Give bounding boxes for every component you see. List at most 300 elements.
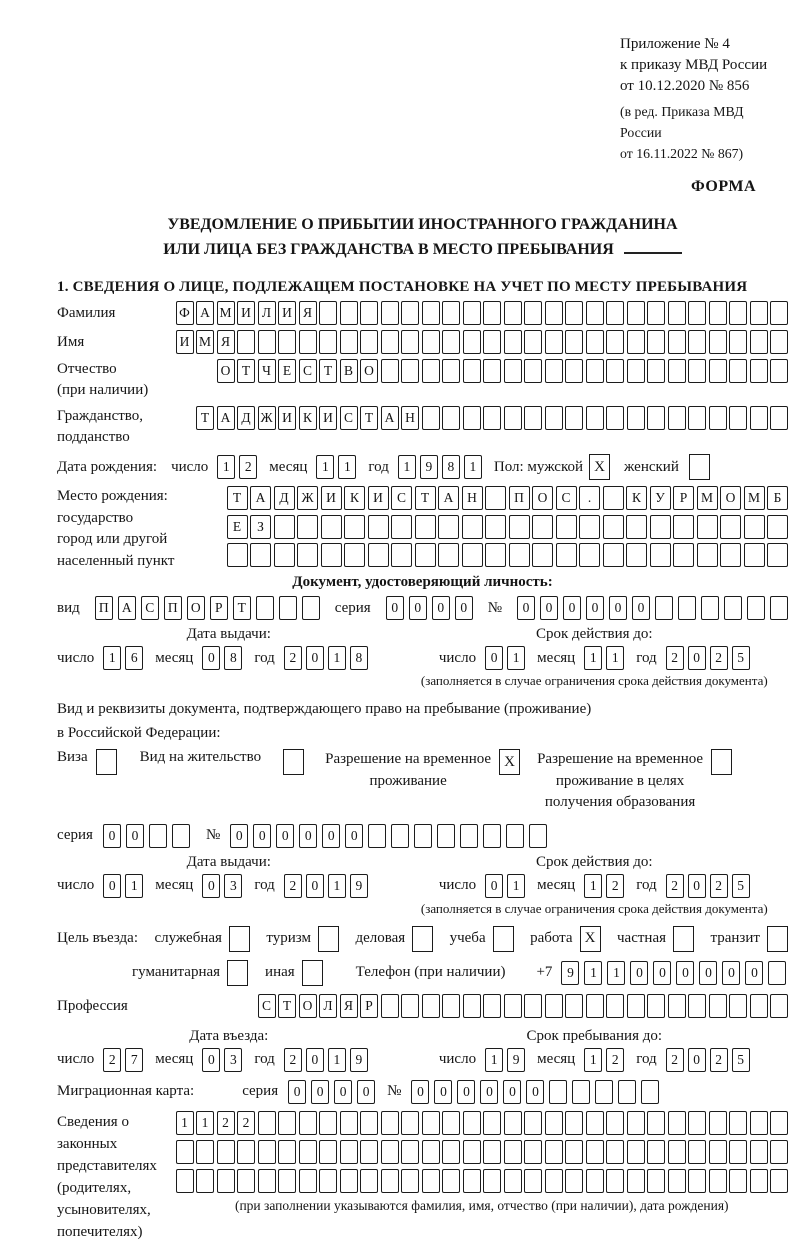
migration-number-cells[interactable] [411, 1080, 659, 1104]
char-cell[interactable] [483, 1169, 501, 1193]
char-cell[interactable] [437, 824, 455, 848]
char-cell[interactable]: О [360, 359, 378, 383]
char-cell[interactable] [442, 406, 460, 430]
char-cell[interactable]: В [340, 359, 358, 383]
char-cell[interactable] [462, 543, 483, 567]
char-cell[interactable] [627, 1140, 645, 1164]
day-cell[interactable]: 1 [507, 874, 525, 898]
char-cell[interactable] [319, 1140, 337, 1164]
char-cell[interactable]: Р [360, 994, 378, 1018]
char-cell[interactable] [340, 1111, 358, 1135]
year-cell[interactable]: 0 [306, 874, 324, 898]
char-cell[interactable]: Е [227, 515, 248, 539]
char-cell[interactable] [485, 486, 506, 510]
char-cell[interactable]: 0 [517, 596, 535, 620]
char-cell[interactable] [299, 1140, 317, 1164]
char-cell[interactable]: 0 [126, 824, 144, 848]
char-cell[interactable] [750, 301, 768, 325]
month-cell[interactable]: 1 [606, 646, 624, 670]
char-cell[interactable]: Т [319, 359, 337, 383]
char-cell[interactable] [422, 330, 440, 354]
char-cell[interactable] [483, 406, 501, 430]
year-cell[interactable]: 2 [666, 646, 684, 670]
char-cell[interactable] [149, 824, 167, 848]
day-cell[interactable]: 1 [217, 455, 235, 479]
char-cell[interactable]: 0 [409, 596, 427, 620]
month-cell[interactable]: 3 [224, 1048, 242, 1072]
char-cell[interactable] [504, 1169, 522, 1193]
char-cell[interactable] [770, 1169, 788, 1193]
birth-place-cells-row1[interactable] [227, 486, 789, 510]
char-cell[interactable] [274, 515, 295, 539]
char-cell[interactable] [586, 406, 604, 430]
char-cell[interactable] [647, 1169, 665, 1193]
purpose-business-checkbox[interactable] [412, 926, 433, 952]
char-cell[interactable] [381, 1169, 399, 1193]
char-cell[interactable] [545, 359, 563, 383]
purpose-official-checkbox[interactable] [229, 926, 250, 952]
char-cell[interactable]: Т [237, 359, 255, 383]
char-cell[interactable] [668, 406, 686, 430]
char-cell[interactable]: 0 [457, 1080, 475, 1104]
char-cell[interactable] [414, 824, 432, 848]
char-cell[interactable]: У [650, 486, 671, 510]
year-cell[interactable]: 2 [710, 646, 728, 670]
month-cell[interactable]: 2 [606, 874, 624, 898]
year-cell[interactable]: 9 [420, 455, 438, 479]
char-cell[interactable] [524, 301, 542, 325]
char-cell[interactable]: З [250, 515, 271, 539]
char-cell[interactable]: П [95, 596, 113, 620]
char-cell[interactable] [770, 596, 788, 620]
month-cell[interactable]: 1 [316, 455, 334, 479]
month-cell[interactable]: 2 [606, 1048, 624, 1072]
day-cell[interactable]: 9 [507, 1048, 525, 1072]
char-cell[interactable] [586, 1169, 604, 1193]
char-cell[interactable] [483, 330, 501, 354]
char-cell[interactable]: М [196, 330, 214, 354]
char-cell[interactable] [586, 301, 604, 325]
char-cell[interactable] [360, 330, 378, 354]
char-cell[interactable] [709, 301, 727, 325]
char-cell[interactable] [688, 330, 706, 354]
char-cell[interactable] [650, 515, 671, 539]
char-cell[interactable]: 0 [526, 1080, 544, 1104]
char-cell[interactable] [545, 994, 563, 1018]
char-cell[interactable]: 0 [480, 1080, 498, 1104]
char-cell[interactable] [176, 1140, 194, 1164]
char-cell[interactable] [688, 1111, 706, 1135]
representatives-cells-row1[interactable] [176, 1111, 789, 1135]
char-cell[interactable] [545, 1140, 563, 1164]
char-cell[interactable] [504, 994, 522, 1018]
year-cell[interactable]: 1 [328, 874, 346, 898]
char-cell[interactable] [668, 301, 686, 325]
char-cell[interactable] [217, 1140, 235, 1164]
char-cell[interactable] [509, 515, 530, 539]
surname-cells[interactable] [176, 301, 789, 325]
char-cell[interactable] [768, 961, 786, 985]
char-cell[interactable] [401, 994, 419, 1018]
patronymic-cells[interactable] [217, 359, 789, 383]
char-cell[interactable] [302, 596, 320, 620]
char-cell[interactable]: С [391, 486, 412, 510]
char-cell[interactable] [744, 515, 765, 539]
char-cell[interactable]: С [258, 994, 276, 1018]
char-cell[interactable] [606, 1169, 624, 1193]
char-cell[interactable] [321, 543, 342, 567]
char-cell[interactable]: С [299, 359, 317, 383]
day-cell[interactable]: 1 [485, 1048, 503, 1072]
char-cell[interactable] [278, 1169, 296, 1193]
char-cell[interactable] [422, 301, 440, 325]
char-cell[interactable] [545, 406, 563, 430]
doc-number-cells[interactable] [517, 596, 788, 620]
char-cell[interactable] [606, 406, 624, 430]
day-cell[interactable]: 7 [125, 1048, 143, 1072]
char-cell[interactable] [688, 994, 706, 1018]
char-cell[interactable] [744, 543, 765, 567]
char-cell[interactable]: 0 [253, 824, 271, 848]
char-cell[interactable] [381, 359, 399, 383]
year-cell[interactable]: 2 [710, 874, 728, 898]
char-cell[interactable] [524, 330, 542, 354]
month-cell[interactable]: 1 [338, 455, 356, 479]
month-cell[interactable]: 0 [202, 646, 220, 670]
char-cell[interactable] [462, 515, 483, 539]
char-cell[interactable]: 1 [196, 1111, 214, 1135]
char-cell[interactable] [442, 359, 460, 383]
char-cell[interactable]: И [237, 301, 255, 325]
char-cell[interactable] [556, 543, 577, 567]
day-cell[interactable]: 1 [103, 646, 121, 670]
char-cell[interactable] [485, 543, 506, 567]
char-cell[interactable]: И [368, 486, 389, 510]
char-cell[interactable] [603, 486, 624, 510]
char-cell[interactable] [767, 515, 788, 539]
char-cell[interactable] [483, 824, 501, 848]
char-cell[interactable] [545, 301, 563, 325]
char-cell[interactable] [709, 1140, 727, 1164]
char-cell[interactable]: Н [401, 406, 419, 430]
char-cell[interactable] [770, 994, 788, 1018]
purpose-other-checkbox[interactable] [302, 960, 323, 986]
year-cell[interactable]: 2 [666, 874, 684, 898]
char-cell[interactable] [647, 1111, 665, 1135]
char-cell[interactable]: 1 [607, 961, 625, 985]
char-cell[interactable] [340, 330, 358, 354]
char-cell[interactable] [626, 515, 647, 539]
year-cell[interactable]: 0 [688, 874, 706, 898]
year-cell[interactable]: 0 [688, 1048, 706, 1072]
char-cell[interactable]: С [556, 486, 577, 510]
char-cell[interactable]: 0 [276, 824, 294, 848]
char-cell[interactable] [565, 359, 583, 383]
char-cell[interactable] [422, 1140, 440, 1164]
char-cell[interactable] [483, 1111, 501, 1135]
char-cell[interactable] [438, 515, 459, 539]
char-cell[interactable] [401, 301, 419, 325]
char-cell[interactable] [709, 1111, 727, 1135]
char-cell[interactable]: М [744, 486, 765, 510]
char-cell[interactable] [545, 1111, 563, 1135]
char-cell[interactable]: 0 [455, 596, 473, 620]
char-cell[interactable] [524, 994, 542, 1018]
char-cell[interactable] [770, 359, 788, 383]
month-cell[interactable]: 1 [584, 874, 602, 898]
day-cell[interactable]: 2 [103, 1048, 121, 1072]
char-cell[interactable]: М [697, 486, 718, 510]
char-cell[interactable] [697, 543, 718, 567]
year-cell[interactable]: 2 [666, 1048, 684, 1072]
char-cell[interactable]: . [579, 486, 600, 510]
char-cell[interactable] [460, 824, 478, 848]
day-cell[interactable]: 0 [485, 874, 503, 898]
char-cell[interactable]: 0 [230, 824, 248, 848]
doc-kind-cells[interactable] [95, 596, 320, 620]
char-cell[interactable]: Д [237, 406, 255, 430]
char-cell[interactable] [483, 994, 501, 1018]
char-cell[interactable] [647, 994, 665, 1018]
char-cell[interactable] [532, 515, 553, 539]
char-cell[interactable]: Л [258, 301, 276, 325]
char-cell[interactable] [720, 515, 741, 539]
rvp-edu-checkbox[interactable] [711, 749, 732, 775]
char-cell[interactable] [641, 1080, 659, 1104]
char-cell[interactable] [606, 1140, 624, 1164]
char-cell[interactable] [549, 1080, 567, 1104]
purpose-humanitarian-checkbox[interactable] [227, 960, 248, 986]
char-cell[interactable] [688, 301, 706, 325]
char-cell[interactable] [545, 1169, 563, 1193]
year-cell[interactable]: 1 [464, 455, 482, 479]
char-cell[interactable] [504, 359, 522, 383]
char-cell[interactable]: 0 [299, 824, 317, 848]
char-cell[interactable]: О [187, 596, 205, 620]
char-cell[interactable] [391, 515, 412, 539]
year-cell[interactable]: 0 [306, 646, 324, 670]
char-cell[interactable] [770, 330, 788, 354]
char-cell[interactable] [422, 994, 440, 1018]
char-cell[interactable]: 0 [563, 596, 581, 620]
permit-number-cells[interactable] [230, 824, 547, 848]
char-cell[interactable]: 0 [745, 961, 763, 985]
char-cell[interactable]: О [532, 486, 553, 510]
char-cell[interactable] [532, 543, 553, 567]
char-cell[interactable]: А [217, 406, 235, 430]
char-cell[interactable] [729, 994, 747, 1018]
char-cell[interactable]: 9 [561, 961, 579, 985]
year-cell[interactable]: 5 [732, 646, 750, 670]
year-cell[interactable]: 1 [328, 646, 346, 670]
char-cell[interactable] [422, 1169, 440, 1193]
char-cell[interactable] [668, 359, 686, 383]
day-cell[interactable]: 1 [507, 646, 525, 670]
char-cell[interactable]: 0 [386, 596, 404, 620]
char-cell[interactable] [688, 1169, 706, 1193]
char-cell[interactable] [463, 1140, 481, 1164]
char-cell[interactable] [606, 359, 624, 383]
char-cell[interactable] [442, 301, 460, 325]
char-cell[interactable] [627, 406, 645, 430]
char-cell[interactable] [565, 994, 583, 1018]
char-cell[interactable]: И [321, 486, 342, 510]
purpose-tourism-checkbox[interactable] [318, 926, 339, 952]
char-cell[interactable]: О [720, 486, 741, 510]
char-cell[interactable] [688, 1140, 706, 1164]
char-cell[interactable] [442, 1169, 460, 1193]
char-cell[interactable] [381, 330, 399, 354]
char-cell[interactable] [299, 330, 317, 354]
char-cell[interactable] [463, 994, 481, 1018]
char-cell[interactable] [401, 1140, 419, 1164]
char-cell[interactable] [217, 1169, 235, 1193]
char-cell[interactable] [524, 1169, 542, 1193]
char-cell[interactable] [344, 515, 365, 539]
char-cell[interactable]: 0 [722, 961, 740, 985]
char-cell[interactable] [565, 406, 583, 430]
char-cell[interactable] [509, 543, 530, 567]
char-cell[interactable]: 2 [237, 1111, 255, 1135]
month-cell[interactable]: 0 [202, 874, 220, 898]
char-cell[interactable] [729, 359, 747, 383]
year-cell[interactable]: 1 [328, 1048, 346, 1072]
char-cell[interactable]: Д [274, 486, 295, 510]
char-cell[interactable] [401, 1111, 419, 1135]
char-cell[interactable] [524, 359, 542, 383]
purpose-work-checkbox[interactable]: X [580, 926, 601, 952]
char-cell[interactable]: Р [673, 486, 694, 510]
char-cell[interactable] [504, 1140, 522, 1164]
char-cell[interactable] [504, 330, 522, 354]
char-cell[interactable] [709, 1169, 727, 1193]
char-cell[interactable] [750, 1140, 768, 1164]
char-cell[interactable] [297, 515, 318, 539]
char-cell[interactable] [678, 596, 696, 620]
char-cell[interactable]: С [340, 406, 358, 430]
char-cell[interactable]: А [381, 406, 399, 430]
purpose-study-checkbox[interactable] [493, 926, 514, 952]
char-cell[interactable]: А [438, 486, 459, 510]
char-cell[interactable]: Р [210, 596, 228, 620]
char-cell[interactable] [586, 330, 604, 354]
char-cell[interactable] [381, 1140, 399, 1164]
char-cell[interactable]: 0 [653, 961, 671, 985]
char-cell[interactable] [750, 359, 768, 383]
char-cell[interactable] [463, 1169, 481, 1193]
char-cell[interactable] [767, 543, 788, 567]
year-cell[interactable]: 2 [710, 1048, 728, 1072]
char-cell[interactable] [401, 1169, 419, 1193]
char-cell[interactable]: 0 [434, 1080, 452, 1104]
char-cell[interactable]: Л [319, 994, 337, 1018]
char-cell[interactable] [603, 543, 624, 567]
char-cell[interactable]: И [176, 330, 194, 354]
month-cell[interactable]: 3 [224, 874, 242, 898]
char-cell[interactable] [565, 1111, 583, 1135]
char-cell[interactable] [463, 330, 481, 354]
char-cell[interactable] [668, 994, 686, 1018]
char-cell[interactable]: Я [299, 301, 317, 325]
char-cell[interactable] [770, 1140, 788, 1164]
firstname-cells[interactable] [176, 330, 789, 354]
char-cell[interactable] [647, 1140, 665, 1164]
char-cell[interactable]: 0 [345, 824, 363, 848]
year-cell[interactable]: 9 [350, 874, 368, 898]
char-cell[interactable] [344, 543, 365, 567]
char-cell[interactable] [586, 994, 604, 1018]
char-cell[interactable]: 1 [176, 1111, 194, 1135]
char-cell[interactable] [586, 1140, 604, 1164]
char-cell[interactable] [729, 330, 747, 354]
char-cell[interactable] [279, 596, 297, 620]
char-cell[interactable] [618, 1080, 636, 1104]
purpose-transit-checkbox[interactable] [767, 926, 788, 952]
char-cell[interactable] [360, 1111, 378, 1135]
char-cell[interactable] [709, 406, 727, 430]
birth-place-cells-row2[interactable] [227, 515, 789, 539]
char-cell[interactable] [340, 1140, 358, 1164]
char-cell[interactable] [747, 596, 765, 620]
char-cell[interactable] [729, 1111, 747, 1135]
char-cell[interactable] [606, 301, 624, 325]
char-cell[interactable] [650, 543, 671, 567]
char-cell[interactable] [442, 1140, 460, 1164]
char-cell[interactable] [422, 1111, 440, 1135]
char-cell[interactable]: А [118, 596, 136, 620]
month-cell[interactable]: 1 [584, 646, 602, 670]
char-cell[interactable]: Т [233, 596, 251, 620]
char-cell[interactable] [227, 543, 248, 567]
char-cell[interactable] [606, 994, 624, 1018]
year-cell[interactable]: 2 [284, 1048, 302, 1072]
char-cell[interactable] [442, 330, 460, 354]
char-cell[interactable]: 1 [584, 961, 602, 985]
char-cell[interactable]: И [278, 406, 296, 430]
char-cell[interactable] [368, 515, 389, 539]
char-cell[interactable]: 0 [288, 1080, 306, 1104]
char-cell[interactable] [278, 330, 296, 354]
char-cell[interactable] [483, 359, 501, 383]
char-cell[interactable] [360, 301, 378, 325]
year-cell[interactable]: 5 [732, 1048, 750, 1072]
char-cell[interactable] [297, 543, 318, 567]
char-cell[interactable] [319, 1169, 337, 1193]
char-cell[interactable] [724, 596, 742, 620]
char-cell[interactable] [586, 1111, 604, 1135]
char-cell[interactable]: Б [767, 486, 788, 510]
char-cell[interactable] [415, 515, 436, 539]
char-cell[interactable] [442, 994, 460, 1018]
char-cell[interactable] [504, 1111, 522, 1135]
char-cell[interactable] [360, 1169, 378, 1193]
char-cell[interactable] [237, 330, 255, 354]
char-cell[interactable]: Ж [297, 486, 318, 510]
char-cell[interactable] [381, 994, 399, 1018]
char-cell[interactable] [442, 1111, 460, 1135]
char-cell[interactable] [572, 1080, 590, 1104]
char-cell[interactable] [603, 515, 624, 539]
day-cell[interactable]: 6 [125, 646, 143, 670]
char-cell[interactable] [729, 1169, 747, 1193]
visa-checkbox[interactable] [96, 749, 117, 775]
char-cell[interactable] [415, 543, 436, 567]
year-cell[interactable]: 0 [688, 646, 706, 670]
char-cell[interactable]: 0 [432, 596, 450, 620]
char-cell[interactable]: 0 [411, 1080, 429, 1104]
char-cell[interactable] [258, 1111, 276, 1135]
char-cell[interactable]: А [196, 301, 214, 325]
